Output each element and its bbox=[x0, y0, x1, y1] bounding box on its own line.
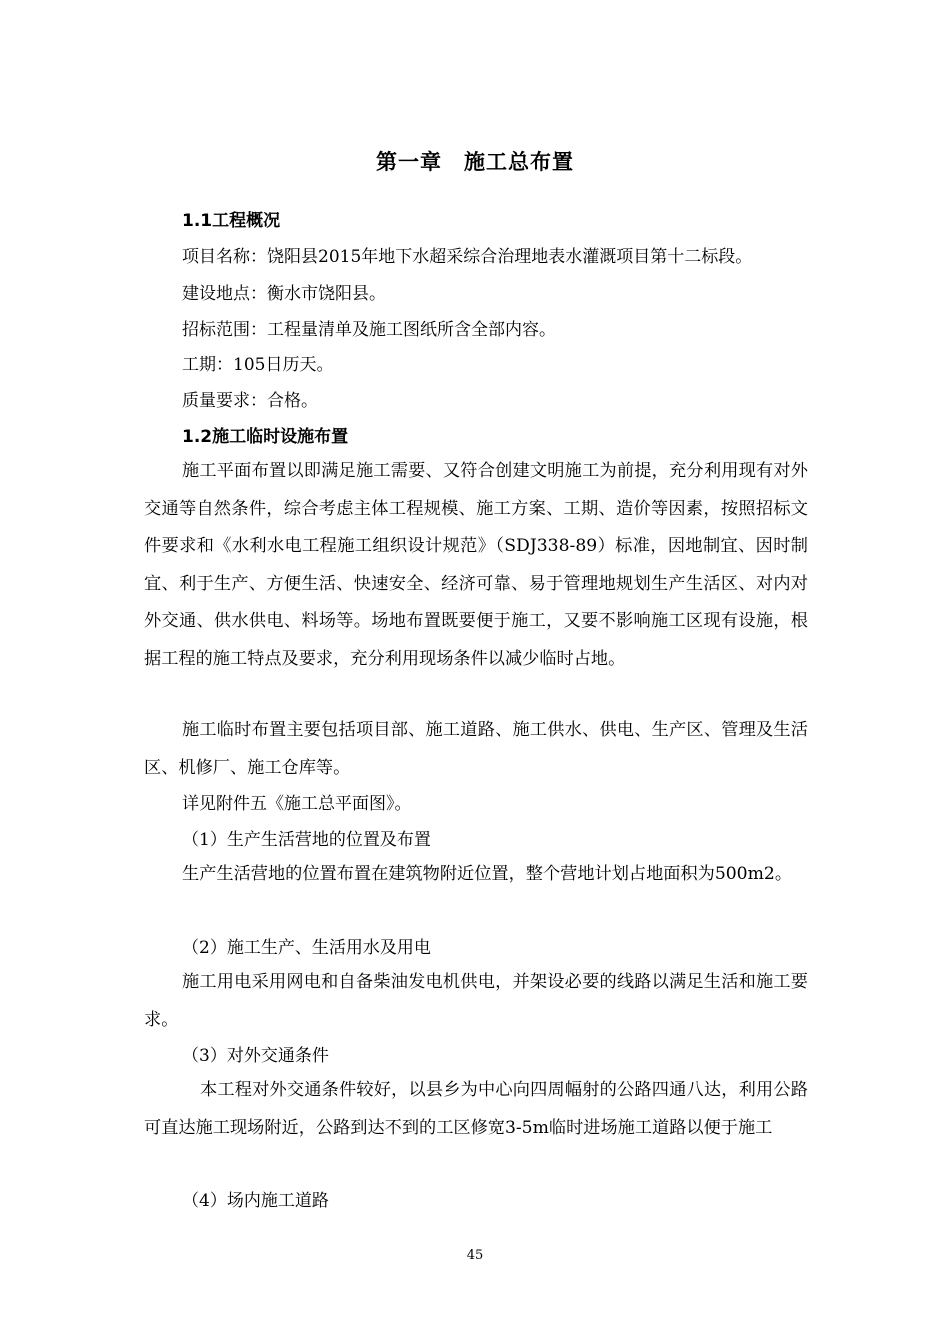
location-line: 建设地点：衡水市饶阳县。 bbox=[182, 284, 386, 304]
project-name-line: 项目名称：饶阳县2015年地下水超采综合治理地表水灌溉项目第十二标段。 bbox=[182, 247, 753, 267]
layout-paragraph-2: 施工临时布置主要包括项目部、施工道路、施工供水、供电、生产区、管理及生活区、机修厂、施工仓库等。 bbox=[144, 720, 808, 778]
bid-scope-line: 招标范围：工程量清单及施工图纸所含全部内容。 bbox=[182, 320, 556, 340]
chapter-name: 施工总布置 bbox=[464, 150, 574, 174]
subsection-2-title: （2）施工生产、生活用水及用电 bbox=[182, 938, 431, 958]
chapter-number: 第一章 bbox=[376, 150, 442, 174]
subsection-2-text: 施工用电采用网电和自备柴油发电机供电，并架设必要的线路以满足生活和施工要求。 bbox=[144, 972, 808, 1030]
section-heading-1-1: 1.1工程概况 bbox=[182, 211, 281, 231]
subsection-1-title: （1）生产生活营地的位置及布置 bbox=[182, 830, 431, 850]
chapter-title bbox=[0, 146, 950, 176]
subsection-3-title: （3）对外交通条件 bbox=[182, 1046, 329, 1066]
layout-paragraph-1: 施工平面布置以即满足施工需要、又符合创建文明施工为前提，充分利用现有对外交通等自然条件，综合考虑主体工程规模、施工方案、工期、造价等因素，按照招标文件要求和《水利水电工程施工组织设计规范》（SDJ338-89）标准，因地制宜、因时制宜、利于生产、方便生活、快速安全、经济可靠、易于管理地规划生产生活区、对内对外交通、供水供电、料场等。场地布置既要便于施工，又要不影响施工区现有设施，根据工程的施工特点及要求，充分利用现场条件以减少临时占地。 bbox=[144, 461, 808, 669]
subsection-3-text: 本工程对外交通条件较好，以县乡为中心向四周幅射的公路四通八达，利用公路可直达施工现场附近，公路到达不到的工区修宽3-5m临时进场施工道路以便于施工 bbox=[144, 1080, 808, 1138]
page-number: 45 bbox=[466, 1248, 484, 1263]
subsection-1-text: 生产生活营地的位置布置在建筑物附近位置，整个营地计划占地面积为500m2。 bbox=[182, 864, 793, 884]
appendix-reference: 详见附件五《施工总平面图》。 bbox=[182, 794, 412, 814]
quality-line: 质量要求：合格。 bbox=[182, 391, 318, 411]
duration-line: 工期：105日历天。 bbox=[182, 355, 334, 375]
subsection-4-title: （4）场内施工道路 bbox=[182, 1191, 329, 1211]
section-heading-1-2: 1.2施工临时设施布置 bbox=[182, 427, 349, 447]
